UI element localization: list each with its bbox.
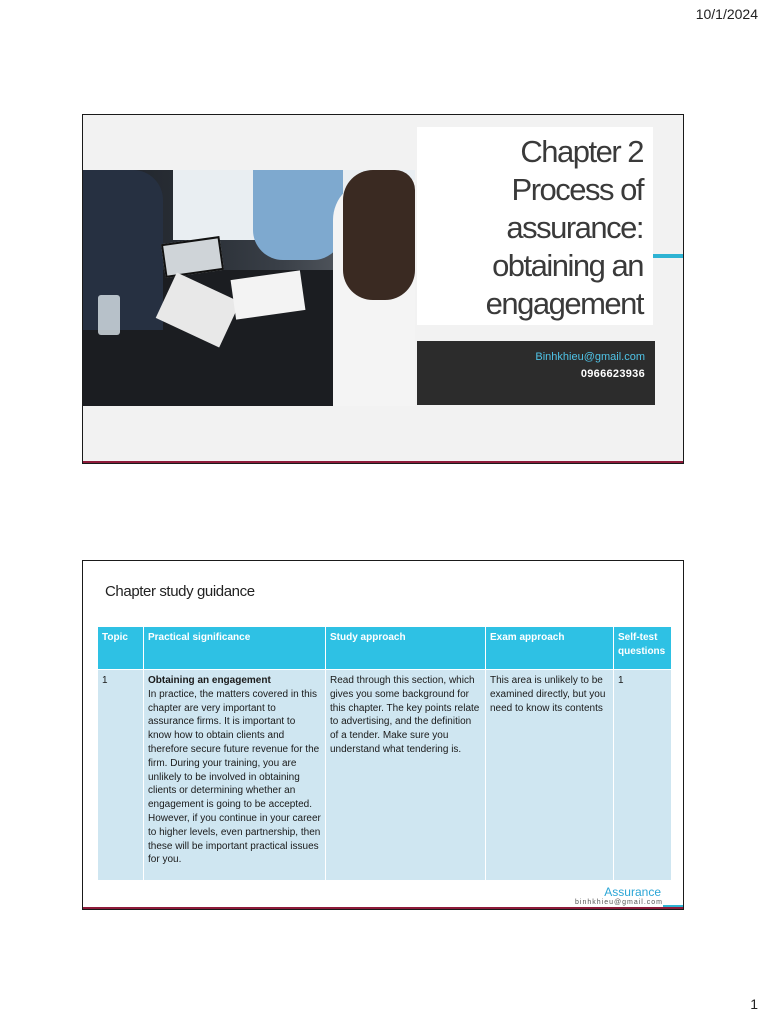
column-header: Exam approach — [486, 627, 614, 670]
brand-email: binhkhieu@gmail.com — [575, 899, 663, 906]
print-date: 10/1/2024 — [695, 6, 758, 22]
slide-1 — [82, 114, 684, 464]
exam-cell: This area is unlikely to be examined directly, but you need to know its contents — [486, 670, 614, 881]
column-header: Self-test questions — [614, 627, 672, 670]
study-cell: Read through this section, which gives you some background for this chapter. The key points relate to advertising, and the definition of a tender. Make sure you understand what tendering is. — [326, 670, 486, 881]
title-line: obtaining an — [492, 248, 643, 283]
table-row — [98, 670, 672, 881]
slide-bottom-line — [83, 461, 683, 463]
slide-title: Chapter study guidance — [105, 583, 255, 600]
column-header: Practical significance — [144, 627, 326, 670]
study-guidance-table — [97, 626, 672, 881]
title-line: Process of — [511, 172, 643, 207]
contact-phone: 0966623936 — [580, 368, 645, 380]
table-header-row — [98, 627, 672, 670]
contact-box — [417, 341, 655, 405]
column-header: Topic — [98, 627, 144, 670]
row-subheading: Obtaining an engagement — [148, 675, 271, 686]
title-line: engagement — [485, 286, 643, 321]
practical-cell — [144, 670, 326, 881]
accent-bar — [653, 254, 684, 258]
slide-2 — [82, 560, 684, 910]
column-header: Study approach — [326, 627, 486, 670]
slide-title — [417, 127, 653, 325]
topic-cell: 1 — [98, 670, 144, 881]
contact-email[interactable]: Binhkhieu@gmail.com — [535, 351, 645, 363]
page-number: 1 — [750, 996, 758, 1012]
practical-text: In practice, the matters covered in this chapter are very important to assurance firms. It is important to know how to obtain clients and therefore secure future revenue for the firm. During your training, you are unlikely to be involved in obtaining clients or determining whether an engagement is going to be accepted. However, if you continue in your career to higher levels, even partnership, then these will be important practical issues for you. — [148, 688, 321, 866]
meeting-photo — [83, 170, 415, 406]
footer-brand — [545, 886, 663, 906]
title-line: assurance: — [506, 210, 643, 245]
brand-name: Assurance — [604, 885, 661, 899]
title-line: Chapter 2 — [520, 134, 643, 169]
self-test-cell: 1 — [614, 670, 672, 881]
slide-bottom-line — [83, 907, 683, 909]
